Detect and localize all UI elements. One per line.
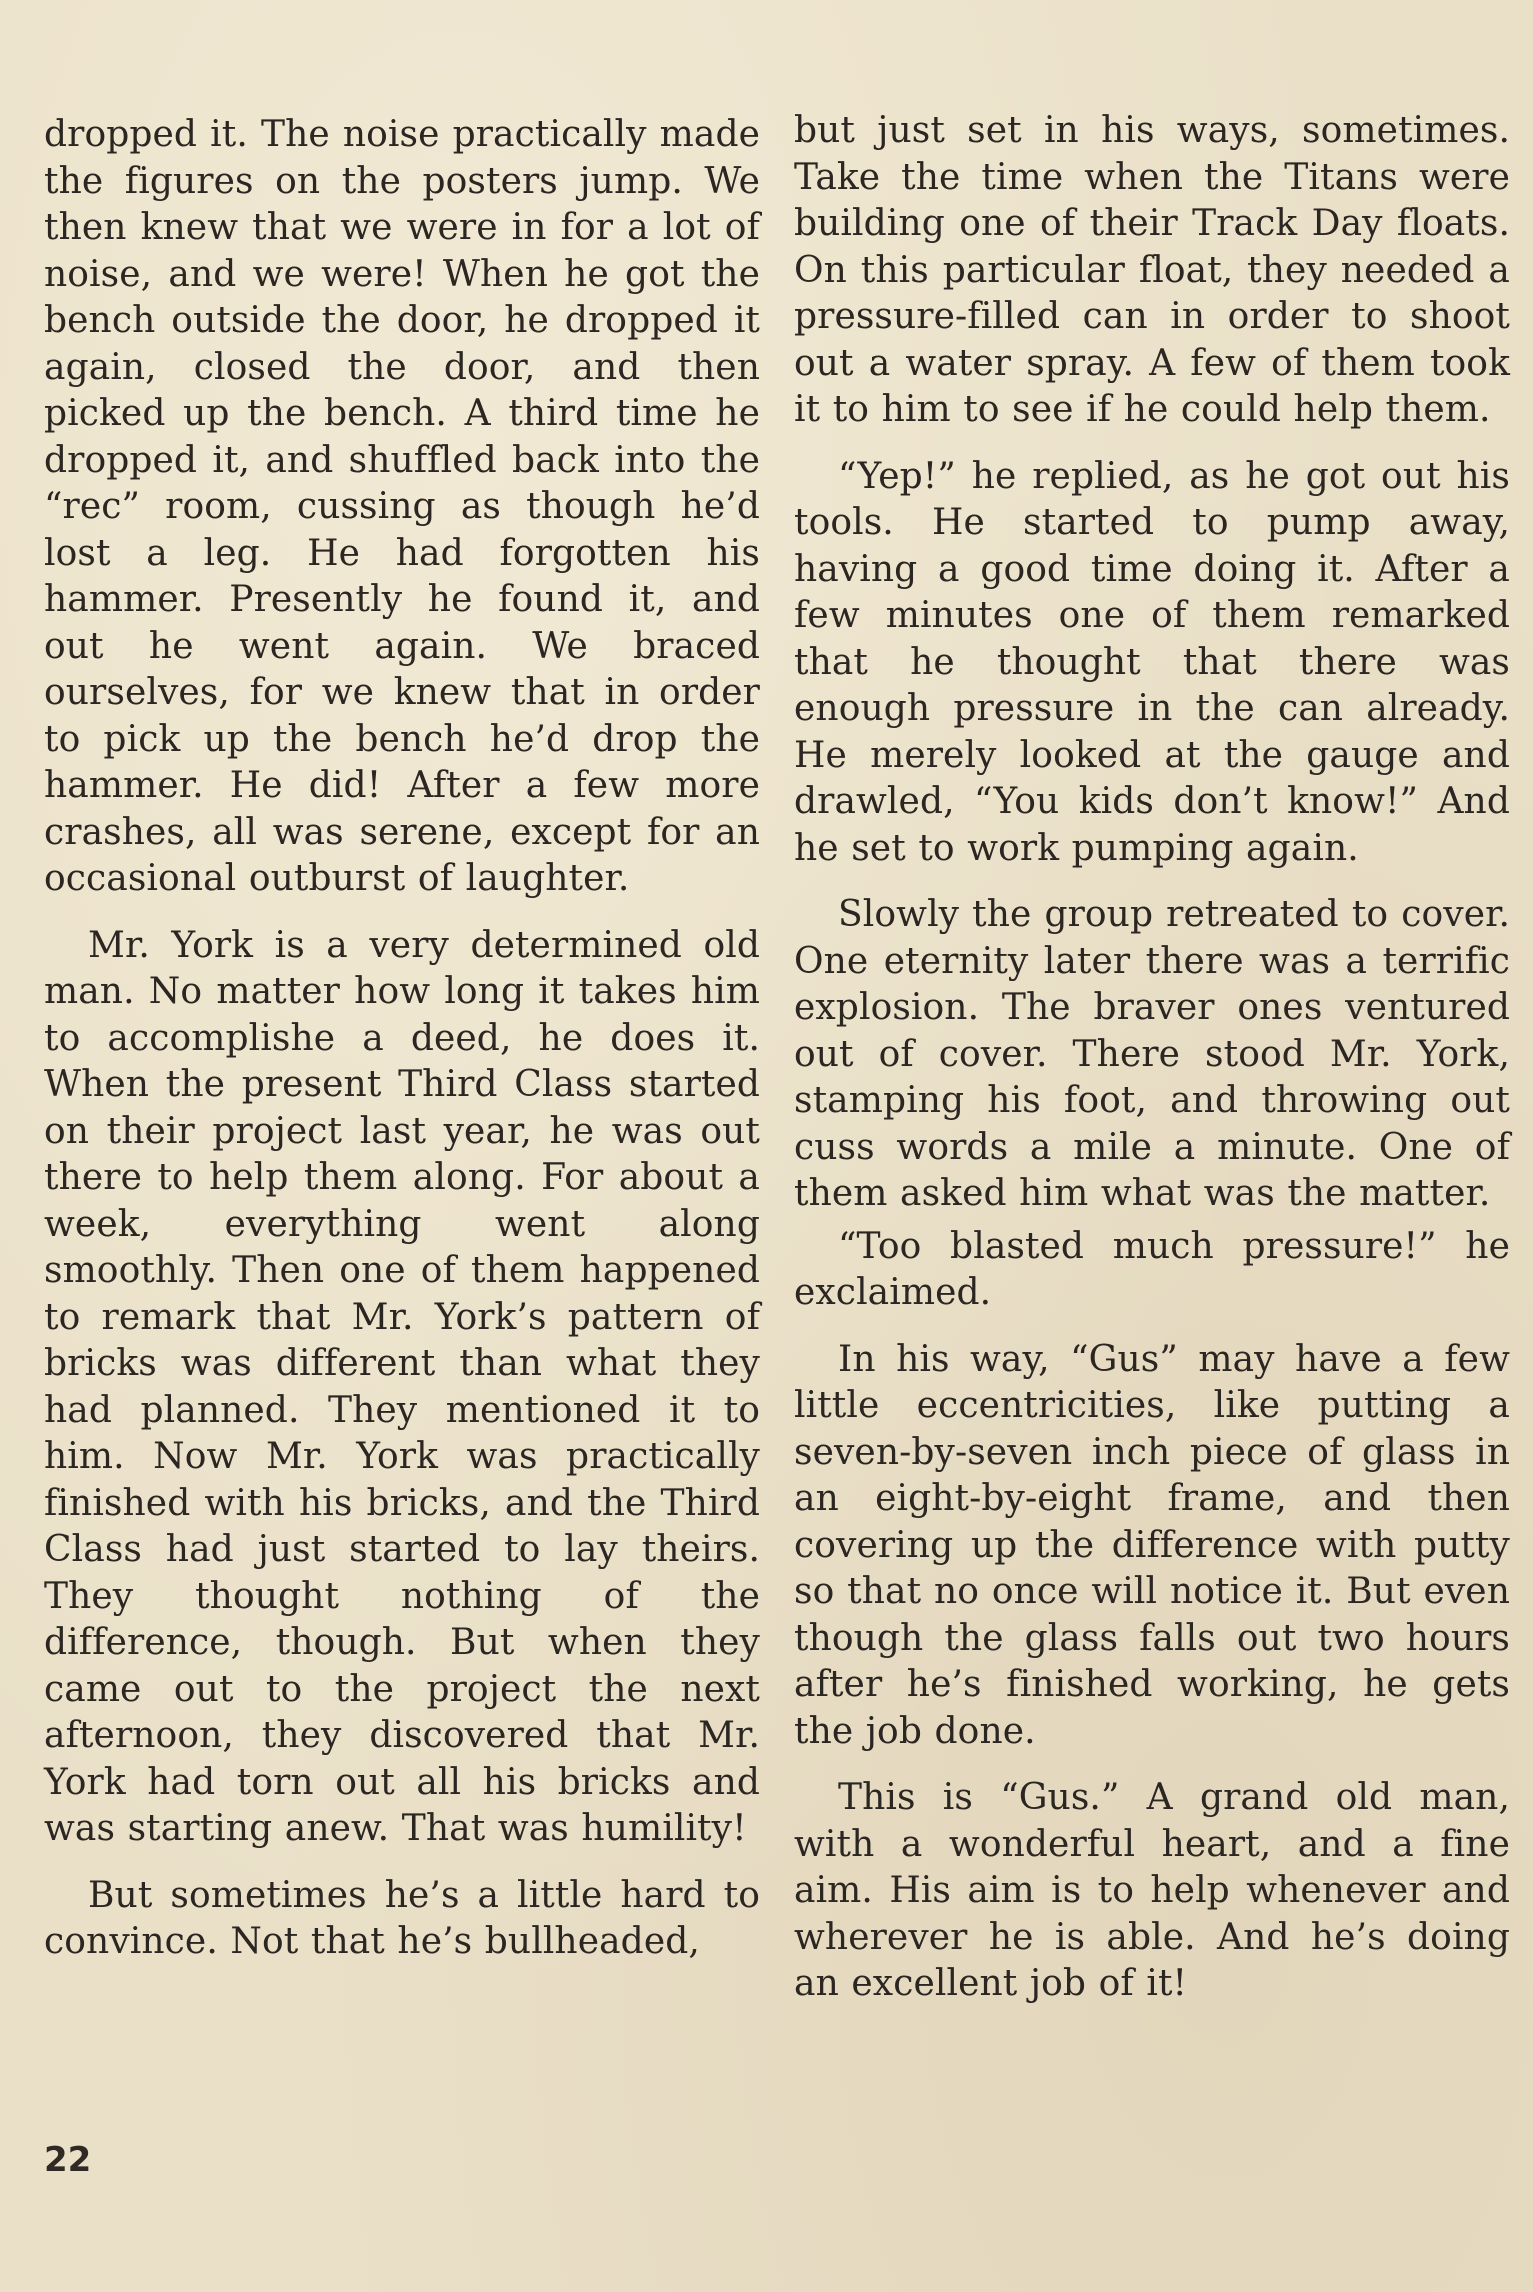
page-number: 22	[44, 2140, 92, 2180]
right-text-column	[794, 108, 1510, 2028]
paragraph-hard-to-convince: But sometimes he’s a little hard to convince. Not that he’s bullheaded,	[44, 1874, 760, 1962]
paragraph-eccentricities: In his way, “Gus” may have a few little eccentricities, like putting a seven-by-seven inch piece of glass in an eight-by-eight frame, and then covering up the difference with putty so that no once will notice it. But even though the glass falls out two hours after he’s finished working, he gets the job done.	[794, 1338, 1510, 1752]
paragraph-bench-noise: dropped it. The noise practically made the figures on the posters jump. We then knew that we were in for a lot of noise, and we were! When he got the bench outside the door, he dropped it again, closed the door, and then picked up the bench. A third time he dropped it, and shuffled back into the “rec” room, cussing as though he’d lost a leg. He had forgotten his hammer. Presently he found it, and out he went again. We braced ourselves, for we knew that in order to pick up the bench he’d drop the hammer. He did! After a few more crashes, all was serene, except for an occasional outburst of laughter.	[44, 114, 760, 899]
paragraph-too-much-pressure: “Too blasted much pressure!” he exclaimed.	[794, 1225, 1510, 1313]
paragraph-this-is-gus: This is “Gus.” A grand old man, with a wonderful heart, and a fine aim. His aim is to help whenever and wherever he is able. And he’s doing an excellent job of it!	[794, 1777, 1510, 2004]
paragraph-yep-pumping: “Yep!” he replied, as he got out his tools. He started to pump away, having a good time doing it. After a few minutes one of them remarked that he thought that there was enough pressure in the can already. He merely looked at the gauge and drawled, “You kids don’t know!” And he set to work pumping again.	[794, 455, 1510, 869]
paragraph-mr-york-determined: Mr. York is a very determined old man. No matter how long it takes him to accomplishe a deed, he does it. When the present Third Class started on their project last year, he was out there to help them along. For about a week, everything went along smoothly. Then one of them happened to remark that Mr. York’s pattern of bricks was different than what they had planned. They mentioned it to him. Now Mr. York was practically finished with his bricks, and the Third Class had just started to lay theirs. They thought nothing of the difference, though. But when they came out to the project the next afternoon, they discovered that Mr. York had torn out all his bricks and was starting anew. That was humility!	[44, 924, 760, 1849]
paragraph-explosion: Slowly the group retreated to cover. One eternity later there was a terrific explosion. The braver ones ventured out of cover. There stood Mr. York, stamping his foot, and throwing out cuss words a mile a minute. One of them asked him what was the matter.	[794, 894, 1510, 1214]
left-text-column	[44, 112, 760, 1986]
paragraph-titans-float: but just set in his ways, sometimes. Take the time when the Titans were building one of their Track Day floats. On this particular float, they needed a pressure-filled can in order to shoot out a water spray. A few of them took it to him to see if he could help them.	[794, 110, 1510, 430]
